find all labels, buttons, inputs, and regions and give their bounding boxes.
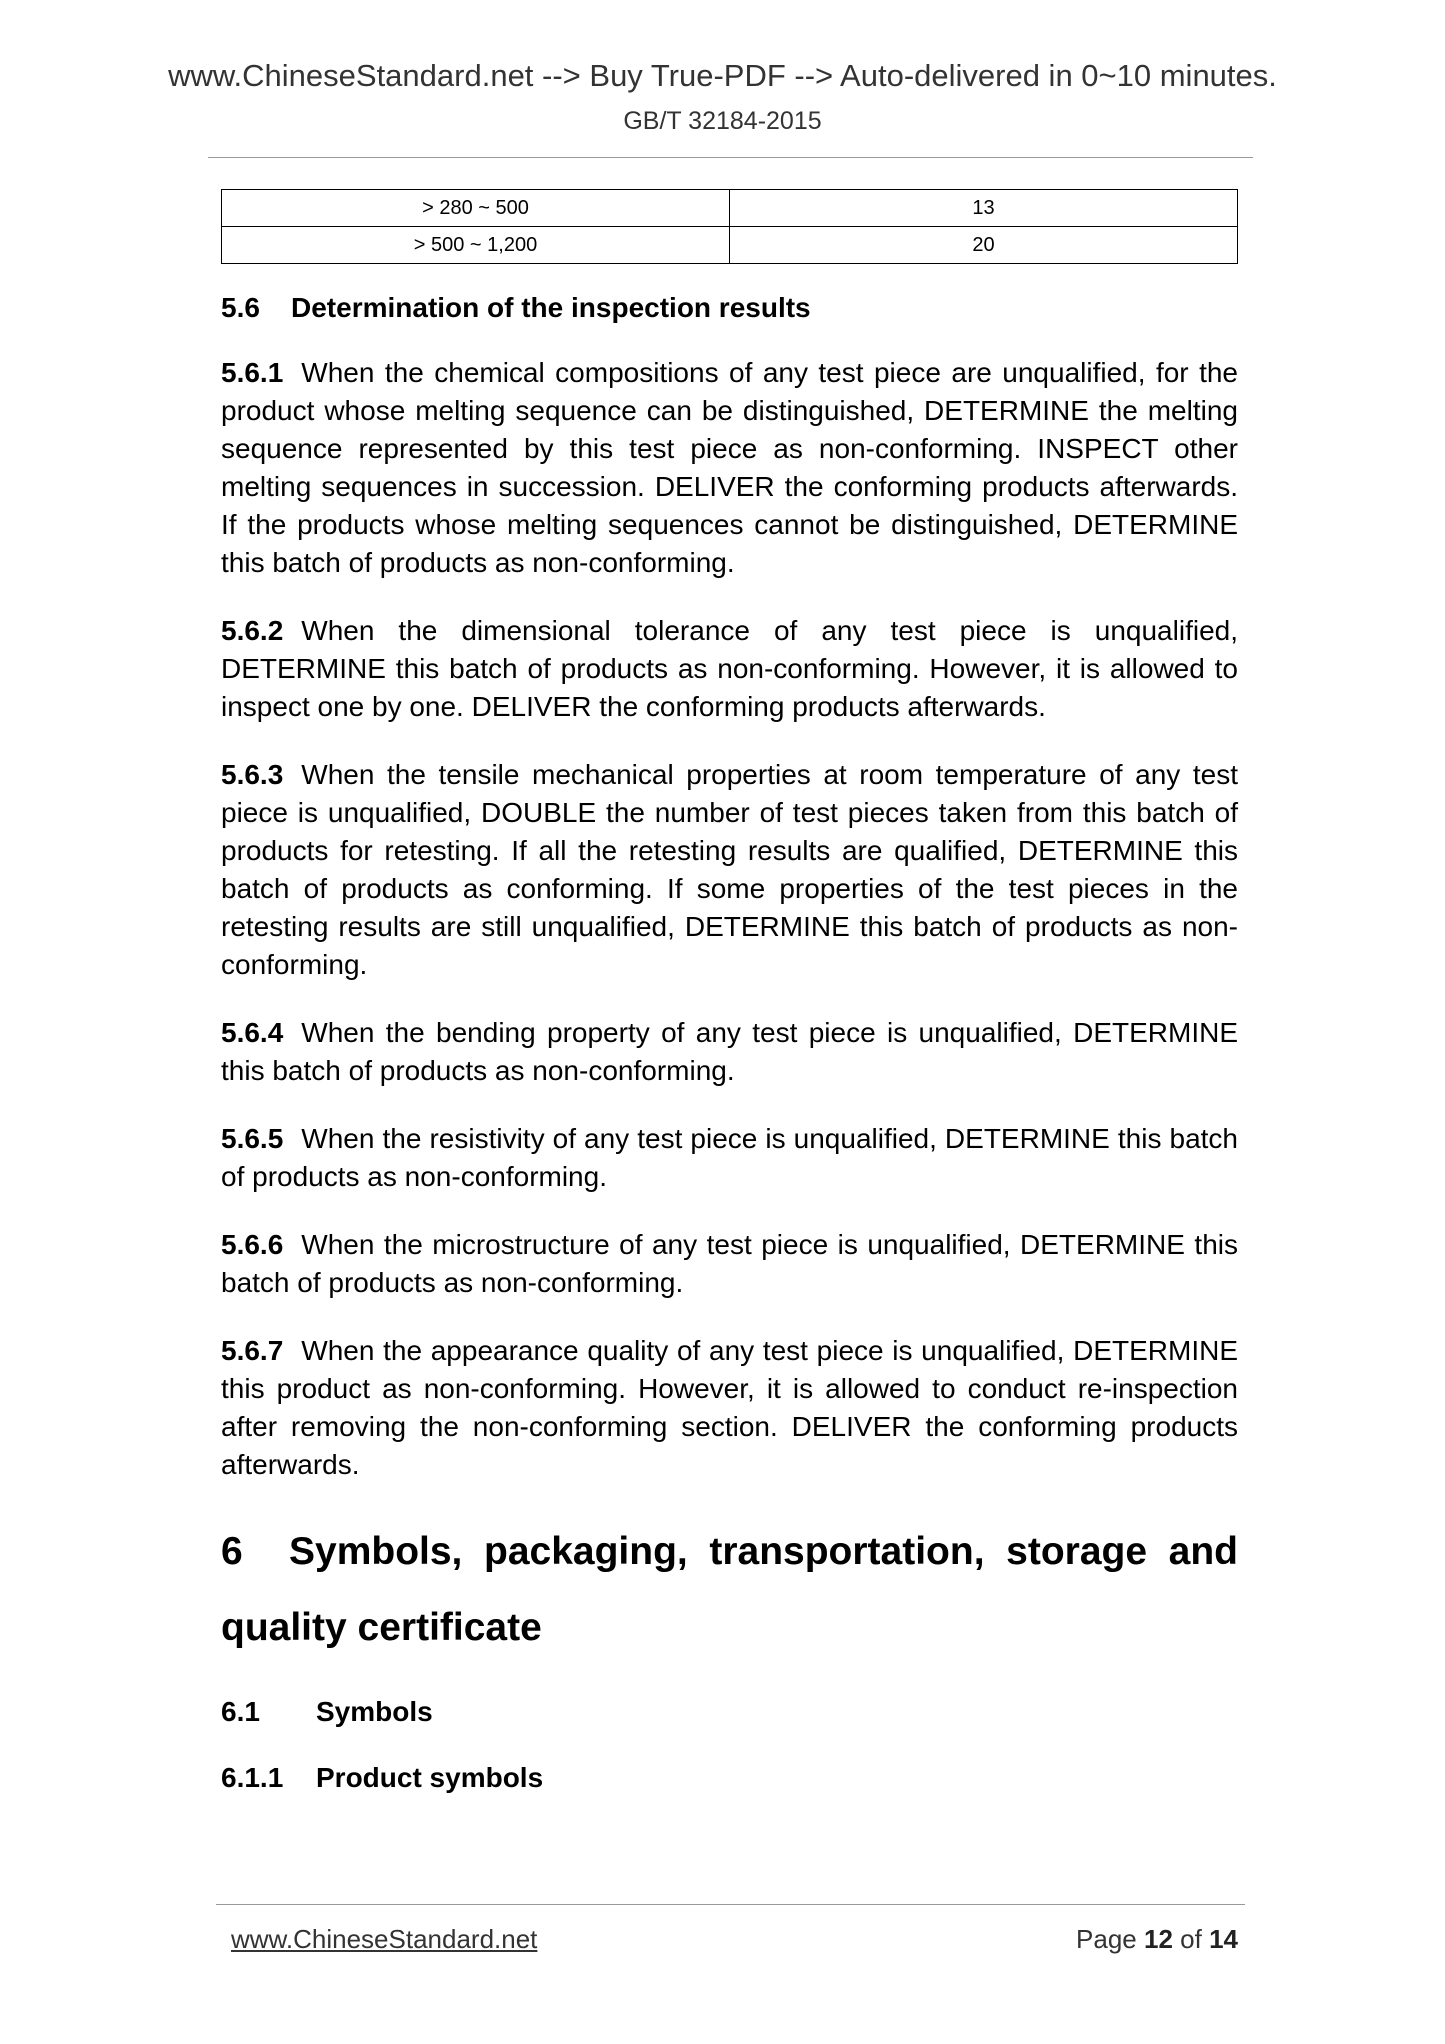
clause-text: When the tensile mechanical properties at room temperature of any test piece is unqualified, DOUBLE the number of test pieces taken from this batch of products for retesting. If all the retesting results are qualified, DETERMINE this batch of products as conforming. If some properties of the test pieces in the retesting results are still unqualified, DETERMINE this batch of products as non-conforming.: [221, 759, 1238, 980]
section-title: Determination of the inspection results: [291, 292, 811, 323]
section-heading-6-1: [221, 1694, 1238, 1730]
section-number: 6.1.1: [221, 1762, 284, 1793]
footer-site-link[interactable]: www.ChineseStandard.net: [231, 1924, 538, 1954]
clause-5-6-2: [221, 612, 1238, 726]
table-row: [222, 190, 1238, 227]
section-heading-5-6: [221, 290, 1238, 326]
clause-text: When the bending property of any test piece is unqualified, DETERMINE this batch of products as non-conforming.: [221, 1017, 1238, 1086]
table-cell: 13: [730, 190, 1238, 227]
clause-5-6-5: [221, 1120, 1238, 1196]
page-total: 14: [1209, 1924, 1238, 1954]
clause-text: When the microstructure of any test piece is unqualified, DETERMINE this batch of products as non-conforming.: [221, 1229, 1238, 1298]
clause-text: When the appearance quality of any test piece is unqualified, DETERMINE this product as non-conforming. However, it is allowed to conduct re-inspection after removing the non-conforming section. DELIVER the conforming products afterwards.: [221, 1335, 1238, 1480]
section-title: Symbols: [316, 1696, 433, 1727]
clause-number: 5.6.5: [221, 1123, 284, 1154]
header-divider: [208, 157, 1253, 158]
clause-text: When the chemical compositions of any test piece are unqualified, for the product whose melting sequence can be distinguished, DETERMINE the melting sequence represented by this test piece as non-conforming. INSPECT other melting sequences in succession. DELIVER the conforming products afterwards. If the products whose melting sequences cannot be distinguished, DETERMINE this batch of products as non-conforming.: [221, 357, 1238, 578]
clause-5-6-1: [221, 354, 1238, 582]
section-heading-6-1-1: [221, 1760, 1238, 1796]
clause-number: 5.6.1: [221, 357, 284, 388]
page-prefix: Page: [1076, 1924, 1137, 1954]
standard-id: GB/T 32184-2015: [623, 107, 822, 135]
header-banner[interactable]: www.ChineseStandard.net --> Buy True-PDF --> Auto-delivered in 0~10 minutes.: [168, 58, 1277, 93]
clause-5-6-3: [221, 756, 1238, 984]
section-heading-6: [221, 1514, 1238, 1666]
page-of: of: [1180, 1924, 1202, 1954]
tolerance-table: [221, 189, 1238, 264]
section-title: Product symbols: [316, 1762, 544, 1793]
section-number: 6.1: [221, 1696, 260, 1727]
table-cell: 20: [730, 227, 1238, 264]
clause-number: 5.6.6: [221, 1229, 284, 1260]
clause-number: 5.6.3: [221, 759, 284, 790]
section-title: Symbols, packaging, transportation, storage and quality certificate: [221, 1530, 1238, 1649]
clause-5-6-7: [221, 1332, 1238, 1484]
footer-divider: [216, 1904, 1245, 1905]
section-number: 5.6: [221, 292, 260, 323]
clause-text: When the dimensional tolerance of any test piece is unqualified, DETERMINE this batch of products as non-conforming. However, it is allowed to inspect one by one. DELIVER the conforming products afterwards.: [221, 615, 1238, 722]
page-current: 12: [1144, 1924, 1173, 1954]
document-body: [221, 290, 1238, 1826]
clause-number: 5.6.7: [221, 1335, 284, 1366]
clause-5-6-4: [221, 1014, 1238, 1090]
clause-number: 5.6.2: [221, 615, 284, 646]
table-row: [222, 227, 1238, 264]
clause-5-6-6: [221, 1226, 1238, 1302]
clause-number: 5.6.4: [221, 1017, 284, 1048]
section-number: 6: [221, 1530, 243, 1573]
page-indicator: [1076, 1924, 1238, 1955]
clause-text: When the resistivity of any test piece is unqualified, DETERMINE this batch of products as non-conforming.: [221, 1123, 1238, 1192]
table-cell: > 280 ~ 500: [222, 190, 730, 227]
table-cell: > 500 ~ 1,200: [222, 227, 730, 264]
